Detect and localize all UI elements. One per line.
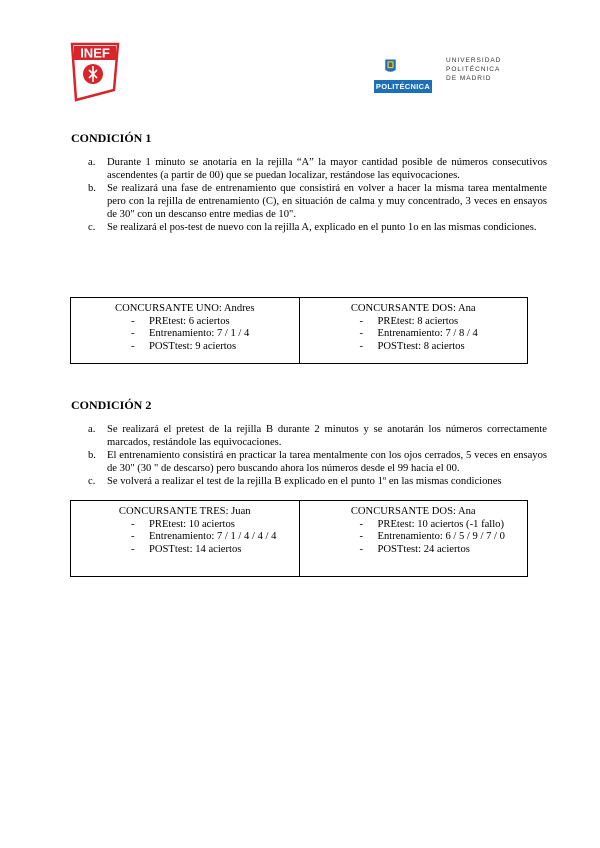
condition-2-title: CONDICIÓN 2 (71, 398, 152, 412)
contestant-card: CONCURSANTE TRES: Juan - PREtest: 10 aciertos - Entrenamiento: 7 / 1 / 4 / 4 / 4 - POSTtest: 14 aciertos (71, 501, 299, 576)
inef-logo-text: INEF (80, 45, 110, 61)
contestant-card: CONCURSANTE UNO: Andres - PREtest: 6 aciertos - Entrenamiento: 7 / 1 / 4 - POSTtest: 9 aciertos (71, 298, 299, 363)
list-item: a. Se realizará el pretest de la rejilla B durante 2 minutos y se anotarán los números correctamente marcados, restándole las equivocaciones. (88, 424, 547, 448)
condition-1-results-table (70, 297, 528, 364)
list-item: b. El entrenamiento consistirá en practicar la tarea mentalmente con los ojos cerrados, 5 veces en ensayos de 30" (30 " de descarso) pero buscando ahora los números desde el 99 hacia el 00. (88, 450, 547, 474)
condition-2-results-table (70, 500, 528, 577)
condition-1-title: CONDICIÓN 1 (71, 131, 152, 145)
inef-logo (70, 42, 120, 102)
upm-logo-name: UNIVERSIDAD POLITÉCNICA DE MADRID (446, 57, 502, 82)
list-item: c. Se realizará el pos-test de nuevo con la rejilla A, explicado en el punto 1o en las mismas condiciones. (88, 222, 537, 233)
condition-1-list (88, 156, 547, 234)
contestant-card: CONCURSANTE DOS: Ana - PREtest: 8 aciertos - Entrenamiento: 7 / 8 / 4 - POSTtest: 8 aciertos (299, 298, 528, 363)
upm-logo-bar: POLITÉCNICA (375, 82, 431, 91)
list-item: b. Se realizará una fase de entrenamiento que consistirá en volver a hacer la misma tarea mentalmente pero con la rejilla de entrenamiento (C), en situación de calma y muy concentrado, 3 veces en ensayos de 30" con un descanso entre medias de 10". (88, 183, 547, 220)
contestant-card: CONCURSANTE DOS: Ana - PREtest: 10 aciertos (-1 fallo) - Entrenamiento: 6 / 5 / 9 / 7 / 0 - POSTtest: 24 aciertos (299, 501, 528, 576)
condition-2-list (88, 423, 547, 488)
list-item: c. Se volverá a realizar el test de la rejilla B explicado en el punto 1º en las mismas condiciones (88, 476, 502, 487)
list-item: a. Durante 1 minuto se anotaría en la rejilla “A” la mayor cantidad posible de números consecutivos ascendentes (a partir de 00) que se puedan localizar, restándose las equivocaciones. (88, 157, 547, 181)
